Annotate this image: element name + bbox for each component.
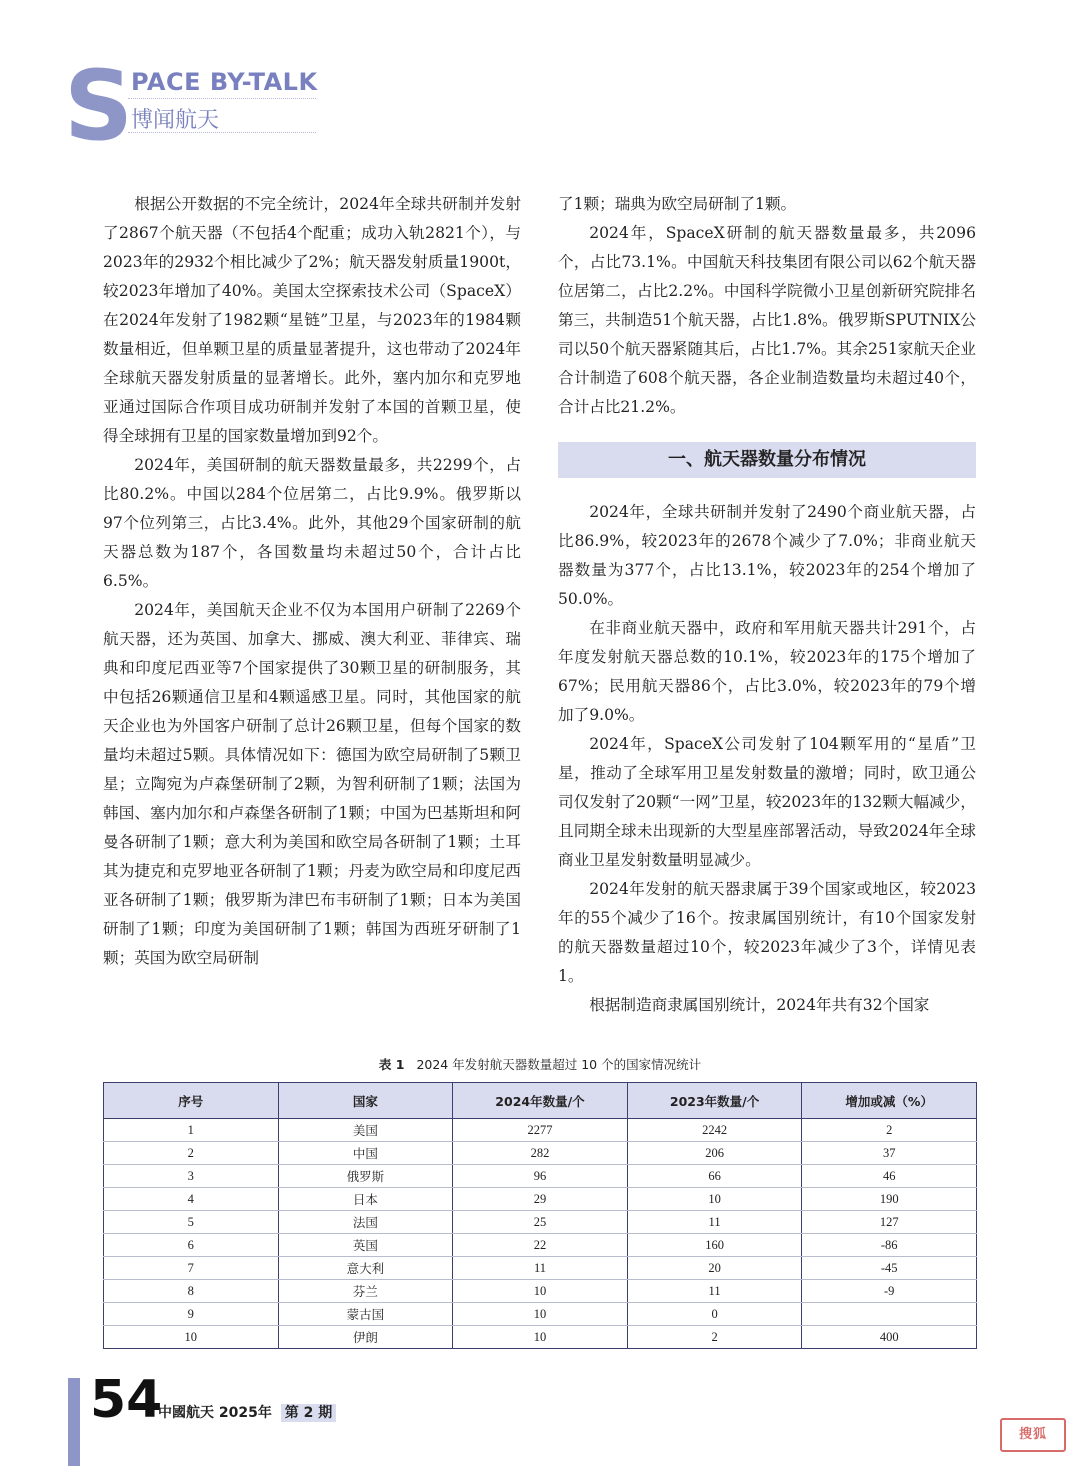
table-cell: 2 [802,1119,977,1142]
table-row [104,1280,977,1303]
table-cell: 400 [802,1326,977,1349]
table-cell: 5 [104,1211,279,1234]
table-cell: 日本 [278,1188,453,1211]
table-cell: 25 [453,1211,628,1234]
table-cell: 6 [104,1234,279,1257]
table-cell [802,1303,977,1326]
table-cell: 法国 [278,1211,453,1234]
table-header-cell: 国家 [278,1083,453,1119]
right-column [558,190,976,1020]
table-cell: 9 [104,1303,279,1326]
table-row [104,1257,977,1280]
table-cell: 2277 [453,1119,628,1142]
table-cell: 46 [802,1165,977,1188]
header-big-letter: S [64,50,134,162]
table-cell: 英国 [278,1234,453,1257]
table-cell: 中国 [278,1142,453,1165]
table-cell: 206 [627,1142,802,1165]
paragraph: 了1颗；瑞典为欧空局研制了1颗。 [558,195,797,213]
table-cell: 意大利 [278,1257,453,1280]
table-cell: 96 [453,1165,628,1188]
table-cell: 美国 [278,1119,453,1142]
table-header-cell: 增加或减（%） [802,1083,977,1119]
header-rule-top [128,98,316,99]
table-caption [103,1055,977,1073]
paragraph: 2024年，全球共研制并发射了2490个商业航天器，占比86.9%，较2023年的2678个减少了7.0%；非商业航天器数量为377个，占比13.1%，较2023年的254个增加了50.0%。 [558,503,977,608]
table-caption-text: 2024 年发射航天器数量超过 10 个的国家情况统计 [416,1057,702,1072]
table-cell: 11 [627,1211,802,1234]
table-cell: 2 [104,1142,279,1165]
table-row [104,1188,977,1211]
table-header-cell: 2024年数量/个 [453,1083,628,1119]
magazine-year: 2025年 [218,1405,272,1421]
header-rule-bottom [128,132,316,133]
table-cell: 1 [104,1119,279,1142]
table-cell: 3 [104,1165,279,1188]
footer-accent-bar [68,1378,80,1466]
table-row [104,1142,977,1165]
paragraph: 2024年，SpaceX研制的航天器数量最多，共2096个，占比73.1%。中国航天科技集团有限公司以62个航天器位居第二，占比2.2%。中国科学院微小卫星创新研究院排名第三，共制造51个航天器，占比1.8%。俄罗斯SPUTNIX公司以50个航天器紧随其后，占比1.7%。其余251家航天企业合计制造了608个航天器，各企业制造数量均未超过40个，合计占比21.2%。 [558,224,976,416]
table-cell: 127 [802,1211,977,1234]
paragraph: 根据制造商隶属国别统计，2024年共有32个国家 [589,996,930,1014]
paragraph: 2024年发射的航天器隶属于39个国家或地区，较2023年的55个减少了16个。按隶属国别统计，有10个国家发射的航天器数量超过10个，较2023年减少了3个，详情见表1。 [558,880,976,985]
magazine-name: 中國航天 [158,1405,214,1421]
table-cell: 22 [453,1234,628,1257]
table-cell: 0 [627,1303,802,1326]
table-cell: 11 [453,1257,628,1280]
table-cell: 29 [453,1188,628,1211]
table-cell: 8 [104,1280,279,1303]
source-stamp: 搜狐 [1000,1418,1066,1452]
table-header-cell: 序号 [104,1083,279,1119]
table-cell: 伊朗 [278,1326,453,1349]
table-cell: 160 [627,1234,802,1257]
footer-magazine [158,1402,336,1422]
magazine-issue: 第 2 期 [281,1404,337,1422]
table-cell: 190 [802,1188,977,1211]
paragraph: 2024年，美国航天企业不仅为本国用户研制了2269个航天器，还为英国、加拿大、挪威、澳大利亚、菲律宾、瑞典和印度尼西亚等7个国家提供了30颗卫星的研制服务，其中包括26颗通信卫星和4颗遥感卫星。同时，其他国家的航天企业也为外国客户研制了总计26颗卫星，但每个国家的数量均未超过5颗。具体情况如下：德国为欧空局研制了5颗卫星；立陶宛为卢森堡研制了2颗，为智利研制了1颗；法国为韩国、塞内加尔和卢森堡各研制了1颗；中国为巴基斯坦和阿曼各研制了1颗；意大利为美国和欧空局各研制了1颗；土耳其为捷克和克罗地亚各研制了1颗；丹麦为欧空局和印度尼西亚各研制了1颗；俄罗斯为津巴布韦研制了1颗；日本为美国研制了1颗；印度为美国研制了1颗；韩国为西班牙研制了1颗；英国为欧空局研制 [103,601,521,967]
section-heading: 一、航天器数量分布情况 [558,442,976,478]
table-cell: 蒙古国 [278,1303,453,1326]
table-cell: 7 [104,1257,279,1280]
page-number: 54 [90,1370,163,1430]
table-row [104,1234,977,1257]
table-cell: 20 [627,1257,802,1280]
table-caption-number: 表 1 [378,1057,405,1072]
table-cell: 11 [627,1280,802,1303]
country-stats-table [103,1082,977,1349]
left-column [103,190,521,973]
table-row [104,1326,977,1349]
paragraph: 2024年，美国研制的航天器数量最多，共2299个，占比80.2%。中国以284个位居第二，占比9.9%。俄罗斯以97个位列第三，占比3.4%。此外，其他29个国家研制的航天器总数为187个，各国数量均未超过50个，合计占比6.5%。 [103,456,521,590]
table-cell: 10 [453,1280,628,1303]
table-cell: -86 [802,1234,977,1257]
table-cell: 俄罗斯 [278,1165,453,1188]
paragraph: 2024年，SpaceX公司发射了104颗军用的“星盾”卫星，推动了全球军用卫星发射数量的激增；同时，欧卫通公司仅发射了20颗“一网”卫星，较2023年的132颗大幅减少，且同期全球未出现新的大型星座部署活动，导致2024年全球商业卫星发射数量明显减少。 [558,735,976,869]
table-cell: 10 [104,1326,279,1349]
table-row [104,1211,977,1234]
table-cell: 2242 [627,1119,802,1142]
table-cell: 282 [453,1142,628,1165]
table-row [104,1119,977,1142]
header-title-cn: 博闻航天 [131,108,220,133]
table-row [104,1165,977,1188]
table-cell: 10 [453,1303,628,1326]
paragraph: 根据公开数据的不完全统计，2024年全球共研制并发射了2867个航天器（不包括4个配重；成功入轨2821个），与2023年的2932个相比减少了2%；航天器发射质量1900t，较2023年增加了40%。美国太空探索技术公司（SpaceX）在2024年发射了1982颗“星链”卫星，与2023年的1984颗数量相近，但单颗卫星的质量显著提升，这也带动了2024年全球航天器发射质量的显著增长。此外，塞内加尔和克罗地亚通过国际合作项目成功研制并发射了本国的首颗卫星，使得全球拥有卫星的国家数量增加到92个。 [103,195,521,445]
table-cell: -45 [802,1257,977,1280]
table-cell: -9 [802,1280,977,1303]
table-header-cell: 2023年数量/个 [627,1083,802,1119]
paragraph: 在非商业航天器中，政府和军用航天器共计291个，占年度发射航天器总数的10.1%，较2023年的175个增加了67%；民用航天器86个，占比3.0%，较2023年的79个增加了9.0%。 [558,619,976,724]
table-header-row [104,1083,977,1119]
table-body [104,1119,977,1349]
table-cell: 2 [627,1326,802,1349]
table-cell: 4 [104,1188,279,1211]
table-cell: 10 [627,1188,802,1211]
table-cell: 10 [453,1326,628,1349]
table-row [104,1303,977,1326]
header-title-en: PACE BY-TALK [131,68,318,96]
table-cell: 37 [802,1142,977,1165]
table-cell: 66 [627,1165,802,1188]
table-cell: 芬兰 [278,1280,453,1303]
